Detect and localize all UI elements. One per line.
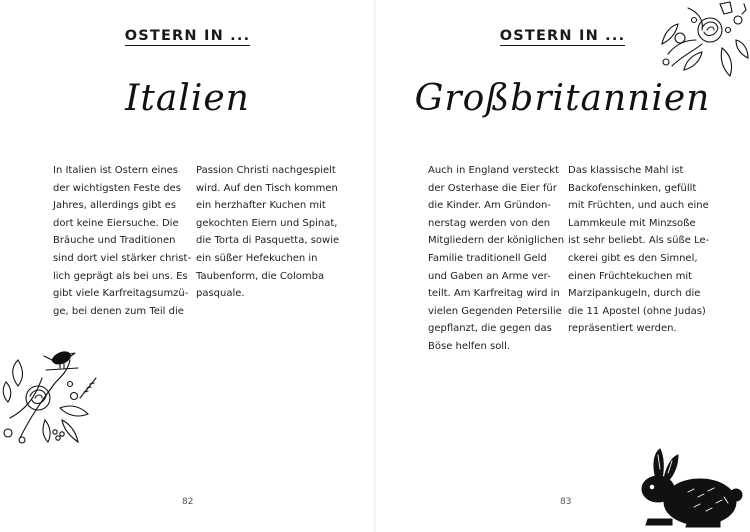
text-line: die 11 Apostel (ohne Judas) <box>568 305 706 317</box>
text-line: Familie traditionell Geld <box>428 252 547 264</box>
text-line: repräsentiert werden. <box>568 323 677 335</box>
country-title: Italien <box>125 78 250 119</box>
text-line: Jahres, allerdings gibt es <box>53 200 176 212</box>
text-line: die Kinder. Am Gründon- <box>428 200 551 212</box>
text-column-2 <box>568 162 718 338</box>
text-line: ein herzhafter Kuchen mit <box>196 200 326 212</box>
text-line: der Osterhase die Eier für <box>428 182 557 194</box>
text-line: ist sehr beliebt. Als süße Le- <box>568 235 710 247</box>
text-line: nerstag werden von den <box>428 217 551 229</box>
text-line: lich geprägt als bei uns. Es <box>53 270 188 282</box>
heading-text: OSTERN IN ... <box>124 28 251 44</box>
text-line: gekochten Eiern und Spinat, <box>196 217 338 229</box>
floral-corner-illustration <box>658 0 750 80</box>
right-page <box>375 0 750 532</box>
text-line: Passion Christi nachgespielt <box>196 165 336 176</box>
text-column-2 <box>196 162 340 303</box>
text-line: Bräuche und Traditionen <box>53 235 176 247</box>
text-line: sind dort viel stärker christ- <box>53 252 192 264</box>
text-line: pasquale. <box>196 288 245 300</box>
text-line: Taubenform, die Colomba <box>196 270 325 282</box>
text-line: der wichtigsten Feste des <box>53 182 181 194</box>
page-heading <box>0 28 375 44</box>
text-line: dort keine Eiersuche. Die <box>53 217 179 229</box>
text-line: In Italien ist Ostern eines <box>53 165 179 176</box>
text-line: Böse helfen soll. <box>428 340 511 352</box>
text-line: wird. Auf den Tisch kommen <box>196 182 338 194</box>
text-line: ein süßer Hefekuchen in <box>196 252 318 264</box>
page-number: 82 <box>182 497 194 507</box>
text-line: vielen Gegenden Petersilie <box>428 305 562 317</box>
page-number: 83 <box>560 497 572 507</box>
text-line: Mitgliedern der königlichen <box>428 235 565 247</box>
country-title: Großbritannien <box>414 78 711 119</box>
text-column-1 <box>53 162 192 320</box>
text-line: gibt viele Karfreitagsumzü- <box>53 288 189 300</box>
text-line: und Gaben an Arme ver- <box>428 270 551 282</box>
text-line: mit Früchten, und auch eine <box>568 200 709 212</box>
text-line: einen Früchtekuchen mit <box>568 270 693 282</box>
text-line: die Torta di Pasquetta, sowie <box>196 235 340 247</box>
text-line: teilt. Am Karfreitag wird in <box>428 288 560 300</box>
heading-text: OSTERN IN ... <box>499 28 626 44</box>
text-line: Auch in England versteckt <box>428 165 559 176</box>
text-line: Backofenschinken, gefüllt <box>568 182 697 194</box>
floral-bird-illustration <box>0 338 110 448</box>
rabbit-illustration <box>628 447 748 532</box>
text-line: ckerei gibt es den Simnel, <box>568 252 698 264</box>
text-line: Marzipankugeln, durch die <box>568 288 701 300</box>
text-line: gepflanzt, die gegen das <box>428 323 552 335</box>
text-column-1 <box>428 162 563 356</box>
text-line: Lammkeule mit Minzsoße <box>568 217 696 229</box>
text-line: Das klassische Mahl ist <box>568 165 684 176</box>
text-line: ge, bei denen zum Teil die <box>53 305 184 317</box>
